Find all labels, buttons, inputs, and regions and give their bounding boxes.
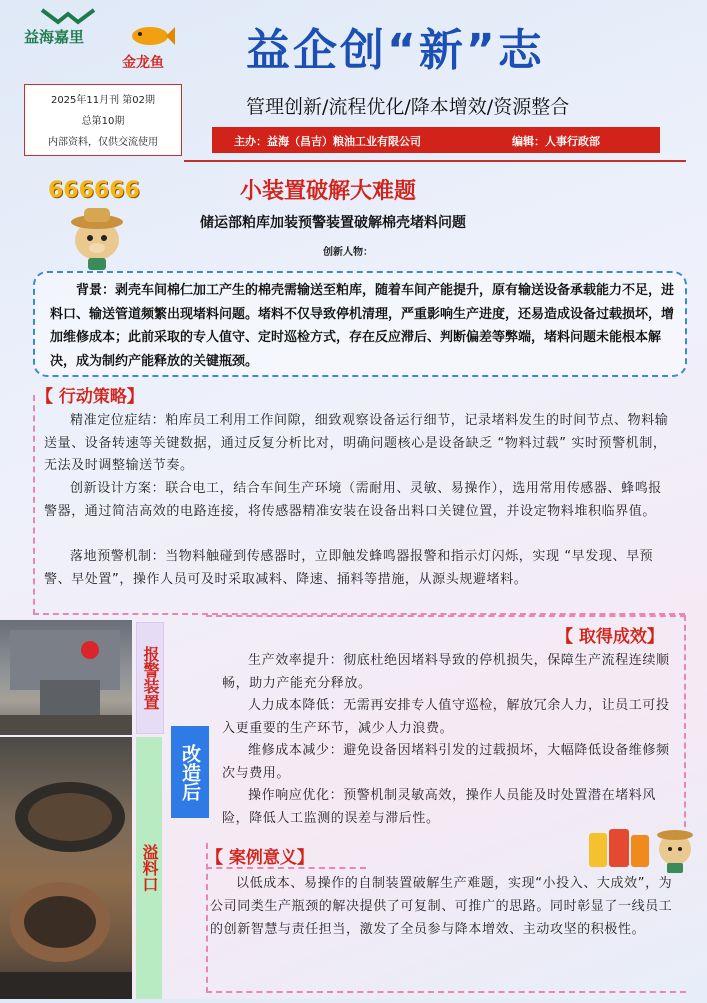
header-divider (184, 160, 686, 162)
article-subtitle: 储运部粕库加装预警装置破解棉壳堵料问题 (200, 215, 466, 231)
sponsor-text: 主办：益海（昌吉）粮油工业有限公司 (234, 135, 421, 148)
sponsor-bar (212, 127, 660, 153)
results-para-4: 操作响应优化：预警机制灵敏高效，操作人员能及时处置潜在堵料风险，降低人工监测的误差与滞后性。 (222, 788, 657, 826)
yihai-logo-text: 益海嘉里 (24, 28, 85, 46)
case-heading-label: 案例意义 (228, 848, 297, 868)
action-para-2: 创新设计方案：联合电工，结合车间生产环境（需耐用、灵敏、易操作），选用常用传感器、蜂鸣报警器，通过简洁高效的电路连接，将传感器精准安装在设备出料口关键位置，并设定物料堆积临界值。 (44, 481, 662, 519)
action-para-3: 落地预警机制：当物料触碰到传感器时，立即触发蜂鸣器报警和指示灯闪烁，实现 “早发现、早预警、早处置”，操作人员可及时采取减料、降速、捅料等措施，从源头规避堵料。 (44, 549, 654, 587)
alarm-device-label: 报警装置 (136, 622, 164, 734)
results-heading-label: 取得成效 (578, 627, 647, 647)
issue-date: 2025年11月刊 第02期 (50, 95, 156, 106)
editor-text: 编辑：人事行政部 (512, 135, 600, 148)
issue-info-box (24, 84, 182, 156)
case-heading: 【 案例意义】 (206, 848, 314, 868)
alarm-device-photo (0, 620, 132, 735)
product-mascot-icon (585, 823, 697, 875)
masthead-title: 益企创“新”志 (246, 25, 545, 76)
results-para-3: 维修成本减少：避免设备因堵料引发的过载损坏，大幅降低设备维修频次与费用。 (222, 743, 670, 781)
jinlongyu-fish-icon (128, 22, 176, 48)
results-para-1: 生产效率提升：彻底杜绝因堵料导致的停机损失，保障生产流程连续顺畅，助力产能充分释放。 (222, 653, 670, 691)
cow-mascot-icon (62, 200, 132, 272)
issue-note: 内部资料，仅供交流使用 (48, 137, 158, 148)
action-heading-label: 行动策略 (58, 387, 127, 407)
outlet-photo-art (0, 737, 132, 999)
sixes-decoration: 666666 (48, 178, 140, 203)
overflow-outlet-photo (0, 737, 132, 999)
action-para-1: 精准定位症结：粕库员工利用工作间隙，细致观察设备运行细节，记录堵料发生的时间节点、物料输送量、设备转速等关键数据，通过反复分析比对，明确问题核心是设备缺乏 “物料过载” 实时预警机制，无法及时调整输送节奏。 (44, 413, 669, 473)
yihai-logo-icon (38, 6, 98, 26)
results-para-2: 人力成本降低：无需再安排专人值守巡检，解放冗余人力，让员工可投入更重要的生产环节，减少人力浪费。 (222, 698, 670, 736)
article-title: 小装置破解大难题 (240, 179, 417, 204)
overflow-outlet-label: 溢料口 (136, 737, 162, 999)
alarm-photo-art (0, 620, 132, 735)
action-heading: 【 行动策略】 (36, 387, 144, 407)
masthead-subtitle: 管理创新/流程优化/降本增效/资源整合 (246, 96, 570, 118)
case-para: 以低成本、易操作的自制装置破解生产难题，实现“小投入、大成效”，为公司同类生产瓶颈的解决提供了可复制、可推广的思路。同时彰显了一线员工的创新智慧与责任担当，激发了全员参与降本增效、主动攻坚的积极性。 (210, 876, 673, 937)
issue-total: 总第10期 (81, 116, 125, 127)
jinlongyu-logo-text: 金龙鱼 (122, 55, 164, 71)
background-text: 背景：剥壳车间棉仁加工产生的棉壳需输送至粕库，随着车间产能提升，原有输送设备承载能力不足，进料口、输送管道频繁出现堵料问题。堵料不仅导致停机清理，严重影响生产进度，还易造成设备过载损坏，增加维修成本；此前采取的专人值守、定时巡检方式，存在反应滞后、判断偏差等弊端，堵料问题未能根本解决，成为制约产能释放的关键瓶颈。 (50, 283, 675, 369)
after-renovation-label: 改造后 (171, 726, 209, 818)
results-heading: 【 取得成效】 (556, 627, 664, 647)
innovator-label: 创新人物： (323, 247, 373, 258)
